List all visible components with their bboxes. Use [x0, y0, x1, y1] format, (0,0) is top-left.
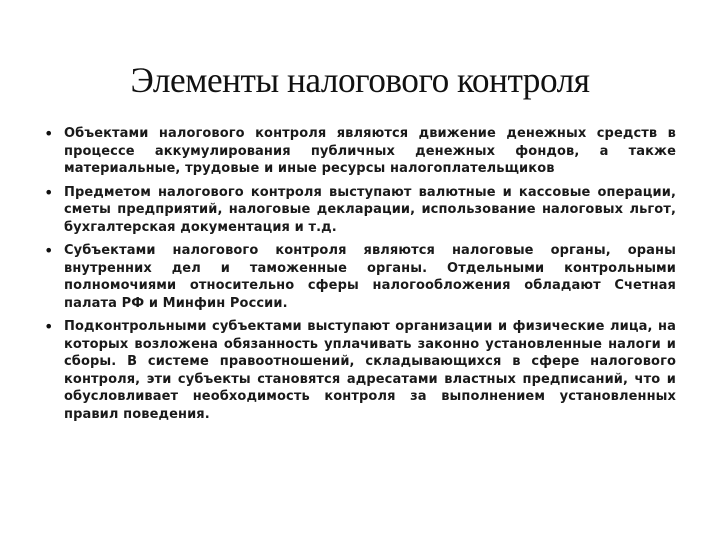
bullet-item — [44, 318, 676, 423]
bullet-icon: • — [44, 317, 54, 336]
bullet-text: Предметом налогового контроля выступают валютные и кассовые операции, сметы предприятий, налоговые декларации, использование налоговых льгот, бухгалтерская документация и т.д. — [64, 184, 676, 235]
bullet-item — [44, 242, 676, 312]
slide-title: Элементы налогового контроля — [130, 60, 590, 100]
bullet-text: Подконтрольными субъектами выступают организации и физические лица, на которых возложена обязанность уплачивать законно установленные налоги и сборы. В системе правоотношений, складывающихся в сфере налогового контроля, эти субъекты становятся адресатами властных предписаний, что и обусловливает необходимость контроля за выполнением установленных правил поведения. — [64, 319, 676, 422]
bullet-text: Субъектами налогового контроля являются налоговые органы, ораны внутренних дел и таможенные органы. Отдельными контрольными полномочиями относительно сферы налогообложения обладают Счетная палата РФ и Минфин России. — [64, 243, 676, 311]
bullet-icon: • — [44, 182, 54, 202]
bullet-list — [44, 125, 676, 429]
bullet-icon: • — [44, 241, 54, 260]
bullet-item — [44, 125, 676, 178]
bullet-icon: • — [44, 124, 54, 143]
bullet-item — [44, 184, 676, 237]
bullet-text: Объектами налогового контроля являются движение денежных средств в процессе аккумулирования публичных денежных фондов, а также материальные, трудовые и иные ресурсы налогоплательщиков — [64, 126, 676, 176]
